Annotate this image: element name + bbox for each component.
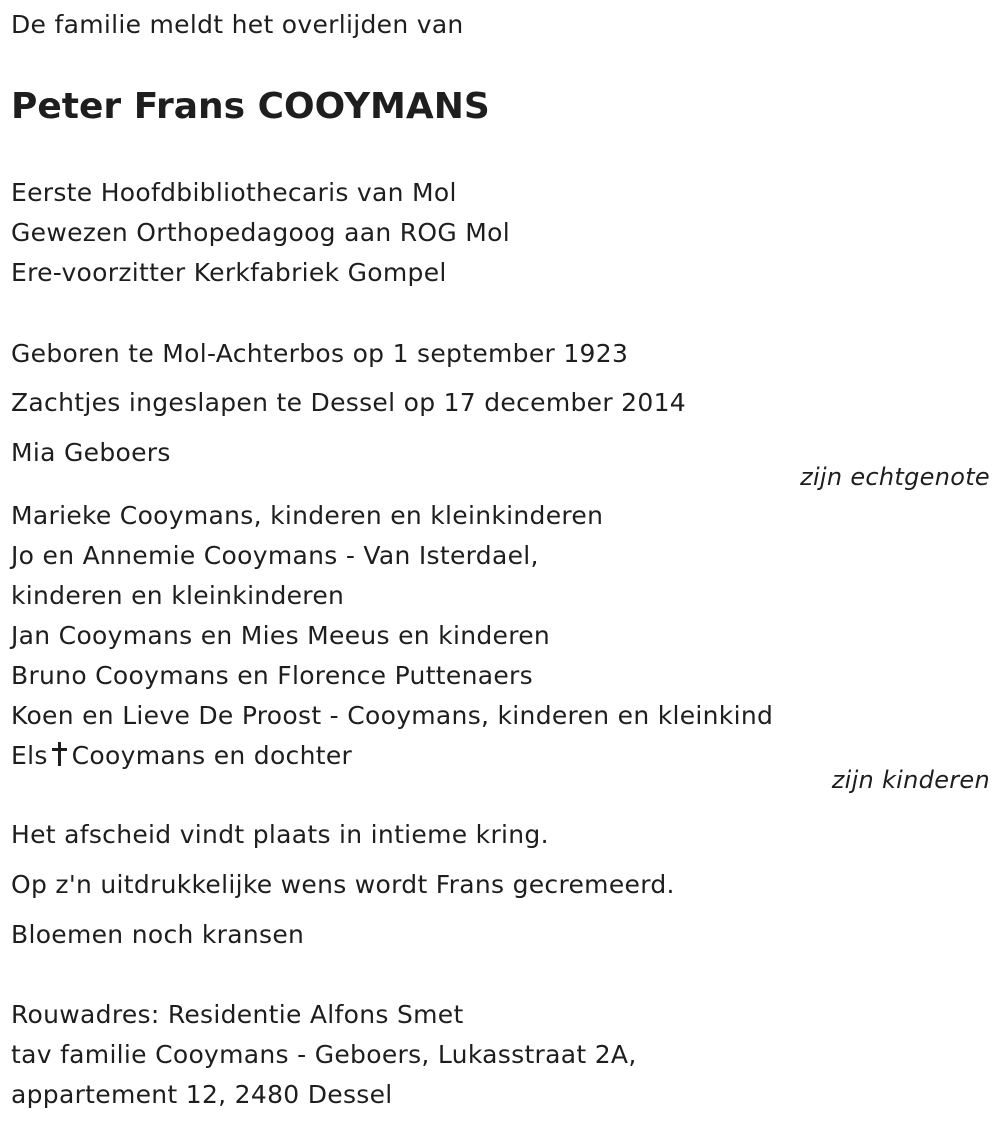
note-line: Bloemen noch kransen xyxy=(11,920,305,949)
deceased-name: Peter Frans COOYMANS xyxy=(11,86,490,127)
address-line: appartement 12, 2480 Dessel xyxy=(11,1080,393,1109)
birth-line: Geboren te Mol-Achterbos op 1 september 1923 xyxy=(11,339,629,368)
children-line: kinderen en kleinkinderen xyxy=(11,581,345,610)
title-line: Ere-voorzitter Kerkfabriek Gompel xyxy=(11,258,447,287)
child-rest: Cooymans en dochter xyxy=(71,741,353,770)
children-line: Jan Cooymans en Mies Meeus en kinderen xyxy=(11,621,551,650)
address-line: tav familie Cooymans - Geboers, Lukasstraat 2A, xyxy=(11,1040,637,1069)
title-line: Gewezen Orthopedagoog aan ROG Mol xyxy=(11,218,510,247)
death-line: Zachtjes ingeslapen te Dessel op 17 december 2014 xyxy=(11,388,686,417)
child-first-name: Els xyxy=(11,741,48,770)
address-line: Rouwadres: Residentie Alfons Smet xyxy=(11,1000,464,1029)
children-role: zijn kinderen xyxy=(831,766,990,794)
children-line: Jo en Annemie Cooymans - Van Isterdael, xyxy=(11,541,539,570)
latin-cross-icon xyxy=(52,742,66,766)
spouse-role: zijn echtgenote xyxy=(800,463,990,491)
intro-text: De familie meldt het overlijden van xyxy=(11,10,464,39)
title-line: Eerste Hoofdbibliothecaris van Mol xyxy=(11,178,457,207)
children-line-deceased xyxy=(11,741,352,771)
note-line: Het afscheid vindt plaats in intieme kring. xyxy=(11,820,549,849)
note-line: Op z'n uitdrukkelijke wens wordt Frans gecremeerd. xyxy=(11,870,675,899)
children-line: Koen en Lieve De Proost - Cooymans, kinderen en kleinkind xyxy=(11,701,774,730)
children-line: Bruno Cooymans en Florence Puttenaers xyxy=(11,661,533,690)
spouse-name: Mia Geboers xyxy=(11,438,171,467)
children-line: Marieke Cooymans, kinderen en kleinkinderen xyxy=(11,501,604,530)
